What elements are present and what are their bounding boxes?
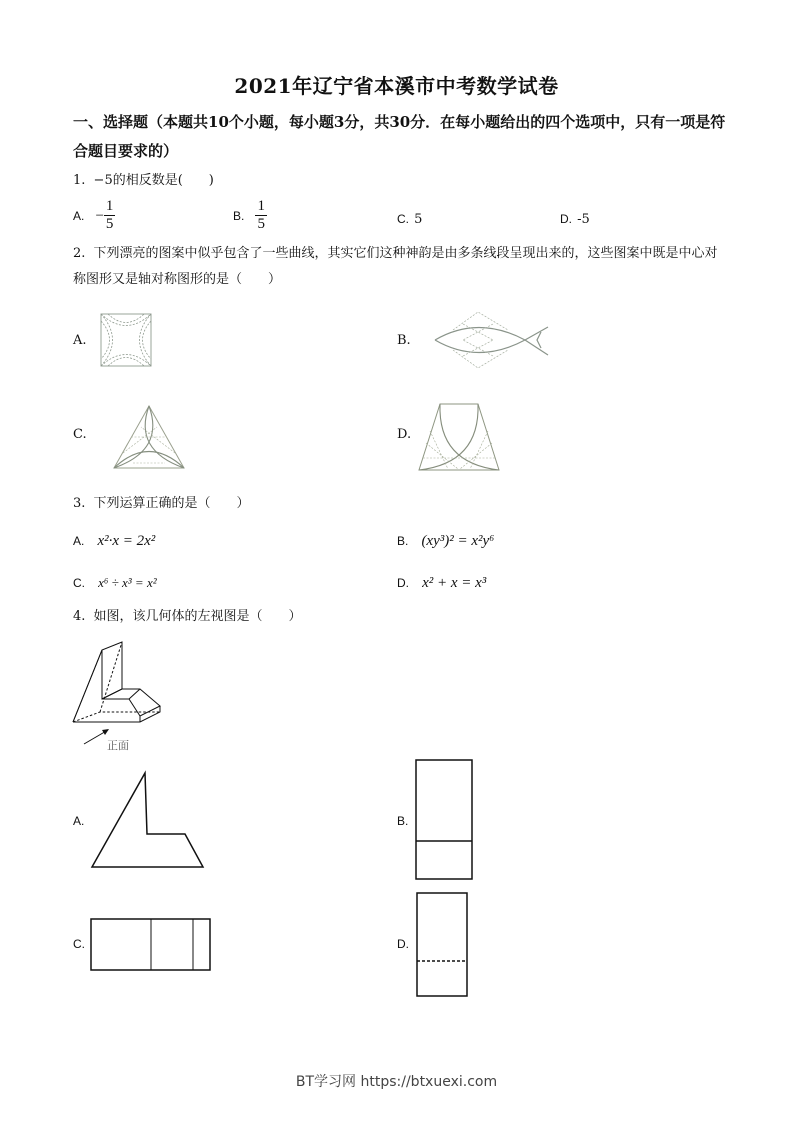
- q1-option-c[interactable]: [397, 208, 422, 227]
- question-stem: 下列漂亮的图案中似乎包含了一些曲线，其实它们这种神韵是由多条线段呈现出来的，这些图案中既是中心对称图形又是轴对称图形的是（ ）: [73, 246, 718, 287]
- option-a-shape: [91, 772, 205, 868]
- q1-option-a[interactable]: [73, 198, 115, 233]
- option-label: D.: [560, 212, 572, 226]
- option-label: C.: [397, 212, 409, 226]
- question-1: [73, 168, 214, 194]
- math-expression: x⁶ ÷ x³ = x²: [98, 575, 157, 590]
- option-b-shape: [415, 759, 473, 880]
- section-header: 一、选择题（本题共10个小题，每小题3分，共30分．在每小题给出的四个选项中，只有一项是符合题目要求的）: [73, 113, 726, 160]
- option-label: C.: [73, 576, 85, 590]
- footer-watermark: BT学习网 https://btxuexi.com: [295, 1074, 498, 1090]
- q4-option-c-label[interactable]: C.: [73, 937, 85, 951]
- question-number: 1.: [73, 173, 86, 188]
- question-2: [73, 241, 723, 293]
- q1-option-b[interactable]: [233, 198, 267, 233]
- option-label: B.: [397, 534, 409, 548]
- math-expression: x² + x = x³: [422, 575, 487, 591]
- question-number: 3.: [73, 496, 86, 511]
- question-stem: 如图，该几何体的左视图是（ ）: [93, 609, 302, 624]
- question-stem: −5的相反数是( ): [93, 173, 214, 188]
- question-number: 2.: [73, 246, 86, 261]
- geometric-solid-figure: [72, 636, 182, 726]
- square-pattern-icon: [100, 313, 152, 367]
- question-number: 4.: [73, 609, 86, 624]
- option-value: 5: [414, 212, 423, 227]
- fish-pattern-icon: [433, 310, 551, 368]
- q3-option-c[interactable]: [73, 572, 157, 591]
- page-title: 2021年辽宁省本溪市中考数学试卷: [234, 74, 559, 98]
- q4-option-a-label[interactable]: A.: [73, 814, 85, 828]
- question-stem: 下列运算正确的是（ ）: [93, 496, 250, 511]
- option-label: B.: [233, 209, 245, 223]
- fraction: $\frac{1}{5}$: [257, 198, 265, 232]
- q1-option-d[interactable]: [560, 208, 590, 227]
- option-value: -5: [577, 212, 590, 227]
- q2-option-d-label[interactable]: D.: [397, 427, 412, 442]
- q3-option-b[interactable]: [397, 530, 494, 550]
- front-view-caption: 正面: [107, 739, 129, 752]
- option-label: D.: [397, 576, 409, 590]
- triangle-pattern-icon: [113, 405, 185, 469]
- question-3: [73, 491, 250, 517]
- math-expression: (xy³)² = x²y⁶: [421, 533, 495, 549]
- question-4: [73, 604, 302, 630]
- q4-option-d-label[interactable]: D.: [397, 937, 409, 951]
- sign: −: [95, 208, 104, 224]
- option-label: A.: [73, 209, 85, 223]
- q3-option-a[interactable]: [73, 530, 155, 550]
- q2-option-c-label[interactable]: C.: [73, 427, 87, 442]
- fraction: $\frac{1}{5}$: [105, 198, 114, 232]
- trapezoid-pattern-icon: [418, 403, 500, 471]
- option-label: A.: [73, 534, 85, 548]
- q3-option-d[interactable]: [397, 572, 486, 592]
- option-d-shape: [416, 892, 468, 997]
- q2-option-a-label[interactable]: A.: [73, 333, 87, 348]
- q4-option-b-label[interactable]: B.: [397, 814, 409, 828]
- math-expression: x²·x = 2x²: [97, 533, 156, 549]
- option-c-shape: [90, 918, 211, 971]
- q2-option-b-label[interactable]: B.: [397, 333, 411, 348]
